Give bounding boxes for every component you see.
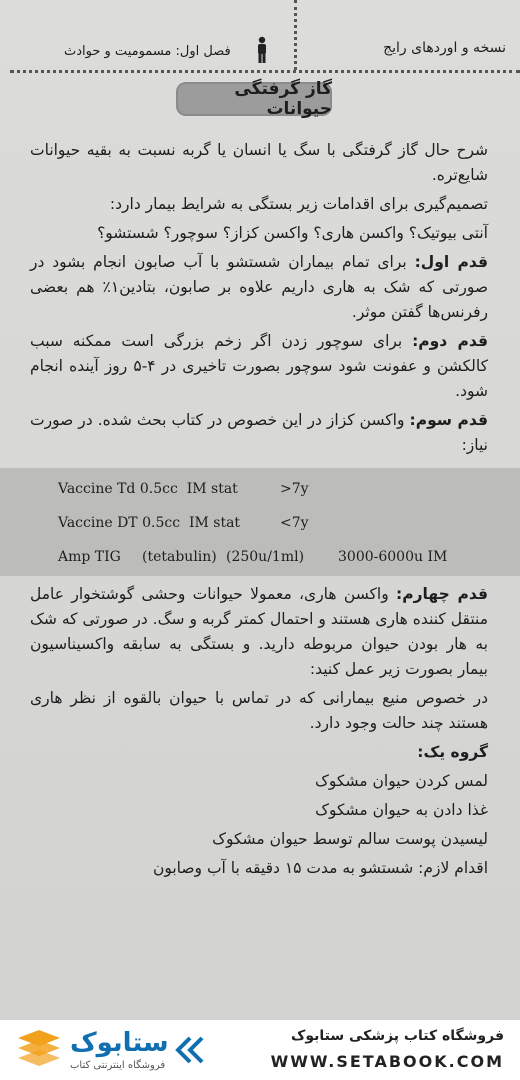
vaccine-box [0, 468, 520, 576]
step-4 [30, 582, 488, 682]
section-title: گاز گرفتگی حیوانات [176, 82, 332, 116]
store-url[interactable]: WWW.SETABOOK.COM [270, 1052, 504, 1071]
logo-wordmark: ستابوک [70, 1028, 169, 1058]
group-1-item: لیسیدن پوست سالم توسط حیوان مشکوک [212, 830, 488, 848]
step-2-text: برای سوچور زدن اگر زخم بزرگی است ممکنه سبب کالکشن و عفونت شود سوچور بصورت تاخیری در ۴-۵ روز آینده انجام شود. [30, 332, 488, 400]
paragraph-exposure: در خصوص منیع بیمارانی که در تماس با حیوان بالقوه از نظر هاری هستند چند حالت وجود دارد. [30, 689, 488, 732]
step-2 [30, 329, 488, 404]
paragraph-intro: شرح حال گاز گرفتگی با سگ یا انسان یا گربه نسبت به بقیه حیوانات شایع‌تره. [30, 141, 488, 184]
required-action: اقدام لازم: شستشو به مدت ۱۵ دقیقه با آب وصابون [152, 859, 488, 877]
group-1-item: غذا دادن به حیوان مشکوک [315, 801, 488, 819]
group-1-item: لمس کردن حیوان مشکوک [315, 772, 488, 790]
logo-subtitle: فروشگاه اینترنتی کتاب [70, 1060, 166, 1071]
amp-dose: 3000-6000u IM [338, 549, 448, 565]
header-book-title: نسخه و اوردهای رایج [383, 40, 506, 56]
step-4-text: واکسن هاری، معمولا حیوانات وحشی گوشتخوار عامل منتقل کننده هاری هستند و احتمال کمتر گربه و سگ. در صورتی که شک به هار بودن حیوان مربوطه دارید. و بستگی به سابقه واکسیناسیون بیمار بصورت زیر عمل کنید: [30, 585, 488, 678]
book-stack-icon [14, 1026, 64, 1074]
paragraph-decision: تصمیم‌گیری برای اقدامات زیر بستگی به شرایط بیمار دارد: [109, 195, 488, 213]
step-3 [30, 408, 488, 458]
vaccine-row [58, 472, 520, 506]
step-2-label: قدم دوم: [412, 332, 488, 350]
step-3-label: قدم سوم: [409, 411, 488, 429]
store-footer [0, 1020, 520, 1080]
amp-row [58, 540, 520, 574]
vaccine-name: Vaccine DT 0.5cc [58, 515, 181, 531]
page-header [0, 0, 520, 72]
header-divider-vertical [294, 0, 297, 70]
chevrons-icon [164, 1030, 208, 1070]
vaccine-age: >7y [280, 481, 309, 497]
header-divider-horizontal [10, 70, 520, 73]
vaccine-age: <7y [280, 515, 309, 531]
person-icon [254, 36, 270, 64]
step-1-label: قدم اول: [414, 253, 488, 271]
page-content [30, 138, 488, 885]
amp-name: Amp TIG [58, 549, 121, 565]
store-logo[interactable] [14, 1026, 204, 1074]
vaccine-route: IM stat [188, 515, 241, 531]
vaccine-route: IM stat [186, 481, 238, 497]
paragraph-questions: آنتی بیوتیک؟ واکسن هاری؟ واکسن کزاز؟ سوچور؟ شستشو؟ [97, 224, 488, 242]
step-1-text: برای تمام بیماران شستشو با آب صابون انجام بشود در صورتی که شک به هاری داریم علاوه بر صابون، بتادین۱٪ هم بعضی رفرنس‌ها گفتن موثر. [30, 253, 489, 321]
group-1-label: گروه یک: [417, 743, 488, 761]
vaccine-name: Vaccine Td 0.5cc [58, 481, 178, 497]
amp-concentration: (250u/1ml) [226, 549, 305, 565]
amp-brand: (tetabulin) [142, 549, 217, 565]
step-1 [30, 250, 488, 325]
step-3-text: واکسن کزاز در این خصوص در کتاب بحث شده. در صورت نیاز: [30, 411, 488, 454]
header-chapter-title: فصل اول: مسمومیت و حوادث [64, 44, 231, 59]
store-name: فروشگاه کتاب پزشکی ستابوک [291, 1028, 504, 1044]
vaccine-row [58, 506, 520, 540]
step-4-label: قدم چهارم: [396, 585, 488, 603]
